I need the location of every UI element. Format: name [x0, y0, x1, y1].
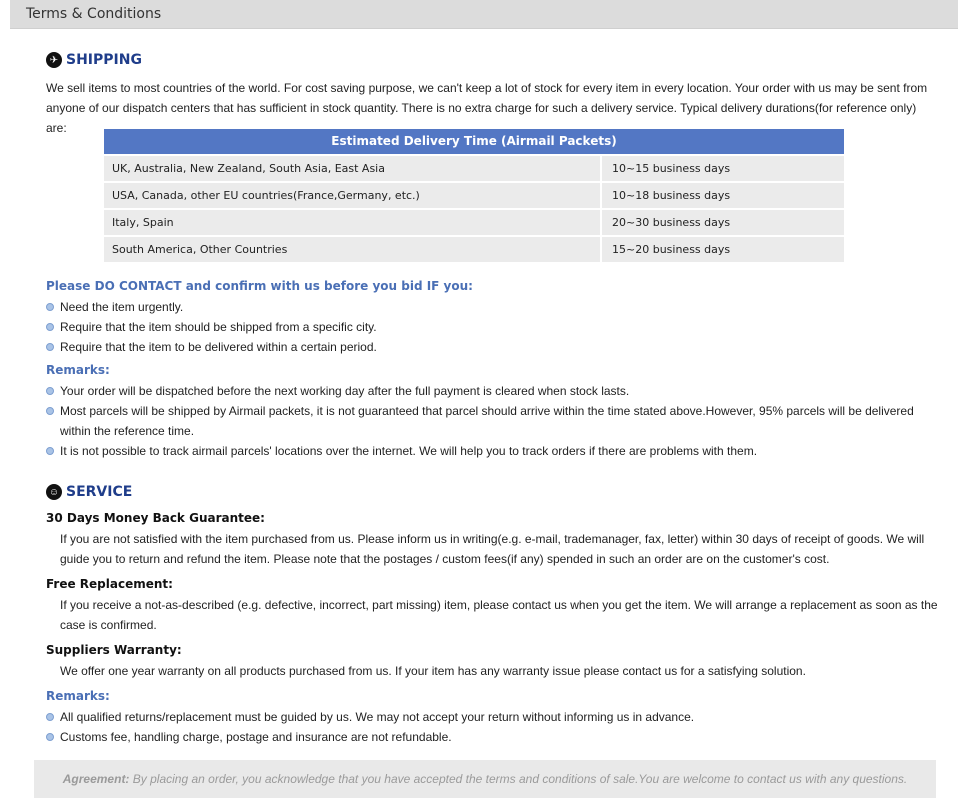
- bullet-icon: [46, 733, 54, 741]
- term-title: 30 Days Money Back Guarantee:: [46, 511, 265, 525]
- table-cell-time: 15~20 business days: [602, 237, 844, 262]
- table-cell-region: South America, Other Countries: [104, 237, 602, 262]
- service-remarks-heading: Remarks:: [46, 689, 110, 703]
- table-row: [104, 235, 844, 262]
- airplane-icon: ✈: [46, 52, 62, 68]
- shipping-remarks-heading: Remarks:: [46, 363, 110, 377]
- shipping-title: SHIPPING: [66, 52, 142, 68]
- agreement-banner: [34, 760, 936, 798]
- table-cell-time: 10~18 business days: [602, 183, 844, 208]
- list-item: [46, 381, 938, 401]
- service-heading: [46, 484, 132, 500]
- page-title: Terms & Conditions: [26, 6, 162, 22]
- list-item-text: Customs fee, handling charge, postage and insurance are not refundable.: [60, 730, 452, 744]
- table-cell-region: UK, Australia, New Zealand, South Asia, East Asia: [104, 156, 602, 181]
- term-body: If you receive a not-as-described (e.g. defective, incorrect, part missing) item, please contact us when you get the item. We will arrange a replacement as soon as the case is confirmed.: [60, 598, 938, 632]
- list-item: [46, 297, 938, 317]
- bullet-icon: [46, 303, 54, 311]
- support-icon: ☺: [46, 484, 62, 500]
- term-title: Suppliers Warranty:: [46, 643, 182, 657]
- list-item: [46, 441, 938, 461]
- list-item-text: All qualified returns/replacement must be guided by us. We may not accept your return without informing us in advance.: [60, 710, 695, 724]
- agreement-text: By placing an order, you acknowledge that you have accepted the terms and conditions of sale.You are welcome to contact us with any questions.: [129, 772, 908, 786]
- bullet-icon: [46, 407, 54, 415]
- shipping-remarks-list: [46, 381, 938, 461]
- table-row: [104, 208, 844, 235]
- bullet-icon: [46, 713, 54, 721]
- term-title: Free Replacement:: [46, 577, 173, 591]
- list-item-text: Your order will be dispatched before the next working day after the full payment is cleared when stock lasts.: [60, 384, 630, 398]
- list-item-text: Require that the item to be delivered within a certain period.: [60, 340, 377, 354]
- bullet-icon: [46, 323, 54, 331]
- table-cell-region: Italy, Spain: [104, 210, 602, 235]
- list-item-text: Need the item urgently.: [60, 300, 184, 314]
- list-item: [46, 317, 938, 337]
- table-cell-time: 10~15 business days: [602, 156, 844, 181]
- service-remarks-list: [46, 707, 938, 747]
- table-cell-time: 20~30 business days: [602, 210, 844, 235]
- service-title: SERVICE: [66, 484, 133, 500]
- contact-heading: Please DO CONTACT and confirm with us before you bid IF you:: [46, 279, 473, 293]
- list-item-text: It is not possible to track airmail parcels' locations over the internet. We will help you to track orders if there are problems with them.: [60, 444, 758, 458]
- table-cell-region: USA, Canada, other EU countries(France,Germany, etc.): [104, 183, 602, 208]
- shipping-intro: We sell items to most countries of the world. For cost saving purpose, we can't keep a lot of stock for every item in every location. Your order with us may be sent from anyone of our dispatch centers that has sufficient in stock quantity. There is no extra charge for such a delivery service. Typical delivery durations(for reference only) are:: [46, 81, 928, 135]
- list-item: [46, 707, 938, 727]
- list-item-text: Most parcels will be shipped by Airmail packets, it is not guaranteed that parcel should arrive within the time stated above.However, 95% parcels will be delivered within the reference time.: [60, 404, 914, 438]
- list-item-text: Require that the item should be shipped from a specific city.: [60, 320, 377, 334]
- delivery-time-table: [104, 129, 844, 262]
- title-bar: [10, 0, 958, 29]
- bullet-icon: [46, 387, 54, 395]
- bullet-icon: [46, 343, 54, 351]
- agreement-label: Agreement:: [62, 772, 130, 786]
- term-body: If you are not satisfied with the item purchased from us. Please inform us in writing(e.g. e-mail, trademanager, fax, letter) within 30 days of receipt of goods. We will guide you to return and refund the item. Please note that the postages / custom fees(if any) spended in such an order are on the customer's cost.: [60, 532, 925, 566]
- shipping-heading: [46, 52, 142, 68]
- table-row: [104, 181, 844, 208]
- list-item: [46, 727, 938, 747]
- bullet-icon: [46, 447, 54, 455]
- table-row: [104, 154, 844, 181]
- list-item: [46, 401, 938, 441]
- table-header: Estimated Delivery Time (Airmail Packets): [104, 129, 844, 154]
- contact-list: [46, 297, 938, 357]
- list-item: [46, 337, 938, 357]
- term-body: We offer one year warranty on all products purchased from us. If your item has any warranty issue please contact us for a satisfying solution.: [60, 664, 806, 678]
